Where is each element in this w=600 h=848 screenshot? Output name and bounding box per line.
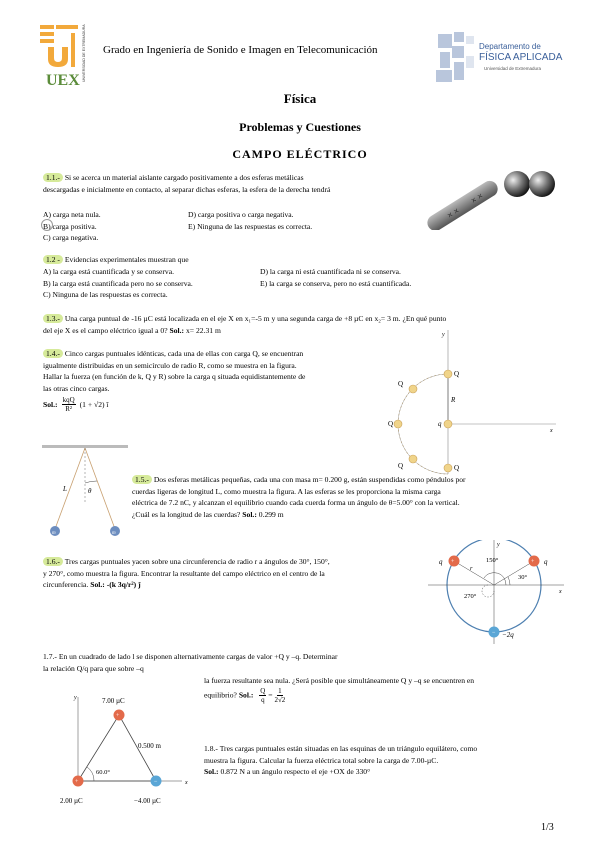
problem-number: 1.3.- bbox=[43, 314, 63, 323]
dept-line3: Universidad de Extremadura bbox=[484, 66, 542, 71]
options-1-2-right bbox=[260, 266, 411, 289]
sol-denominator: R² bbox=[65, 405, 72, 413]
degree-title: Grado en Ingeniería de Sonido e Imagen en Telecomunicación bbox=[103, 44, 378, 56]
problem-text: la relación Q/q para que sobre –q bbox=[43, 663, 144, 673]
sol-rhs-den: 2√2 bbox=[274, 695, 286, 704]
sol-label: Sol.: bbox=[90, 580, 105, 590]
fig16-q3: −2q bbox=[502, 631, 514, 639]
sol-numerator: kqQ bbox=[62, 396, 75, 404]
fig14-y: y bbox=[442, 332, 445, 338]
option-e: E) la carga se conserva, pero no está cuantificada. bbox=[260, 278, 412, 288]
svg-text:× ×: × × bbox=[445, 205, 461, 221]
fig16-r: r bbox=[470, 565, 473, 572]
fig16-q2: q bbox=[544, 558, 548, 566]
fig18-right: −4.00 µC bbox=[134, 797, 161, 805]
problem-number: 1.5.- bbox=[132, 475, 152, 484]
sol-frac-den: q bbox=[261, 695, 265, 704]
problem-text: descargadas e inicialmente en contacto, al separar dichas esferas, la esfera de la derecha tendrá bbox=[43, 184, 331, 194]
fig15-m1: m bbox=[52, 531, 56, 536]
option-d: D) la carga ni está cuantificada ni se conserva. bbox=[260, 267, 401, 276]
problem-1-8 bbox=[204, 743, 564, 778]
problem-text: equilibrio? bbox=[204, 689, 237, 699]
fig15-theta: θ bbox=[88, 487, 92, 495]
sol-label: Sol.: bbox=[204, 767, 219, 777]
dept-logo bbox=[436, 30, 566, 84]
svg-text:+: + bbox=[116, 713, 120, 719]
fig18-side: 0.500 m bbox=[138, 742, 161, 750]
problem-1-6 bbox=[43, 556, 417, 591]
sol-frac-num: Q bbox=[260, 686, 266, 695]
option-b: B) carga positiva. bbox=[43, 221, 97, 231]
fig14-q4: Q bbox=[398, 462, 404, 470]
option-c: C) carga negativa. bbox=[43, 233, 99, 243]
problem-text: igualmente distribuidas en un semicírculo de radio R, como se muestra en la figura. bbox=[43, 360, 297, 370]
fig18-x: x bbox=[185, 780, 188, 786]
fig14-q1: Q bbox=[454, 370, 460, 378]
svg-text:+: + bbox=[531, 559, 535, 565]
svg-text:−: − bbox=[492, 630, 496, 636]
fig16-y: y bbox=[497, 542, 500, 548]
figure-semicircle-charges bbox=[388, 328, 558, 476]
problem-text: ¿Cuál es la longitud de las cuerdas? bbox=[132, 509, 241, 519]
option-e: E) Ninguna de las respuestas es correcta. bbox=[188, 221, 313, 231]
uex-logo bbox=[40, 25, 82, 87]
fig18-y: y bbox=[74, 695, 77, 701]
sol-label: Sol.: bbox=[169, 325, 185, 335]
svg-text:+: + bbox=[75, 779, 79, 785]
sol-tail: (1 + √2) î bbox=[79, 400, 109, 409]
fig16-a270: 270° bbox=[464, 593, 477, 600]
problem-text: Hallar la fuerza (en función de k, Q y R) sobre la carga q situada equidistantemente de bbox=[43, 372, 306, 382]
sol-rhs-num: 1 bbox=[278, 686, 282, 695]
option-a: A) carga neta nula. bbox=[43, 210, 101, 219]
sol-label: Sol.: bbox=[43, 400, 58, 409]
option-d: D) carga positiva o carga negativa. bbox=[188, 210, 294, 219]
solution: 0.299 m bbox=[258, 509, 284, 519]
subtitle: Problemas y Cuestiones bbox=[239, 120, 361, 134]
problem-1-7 bbox=[43, 651, 413, 674]
svg-text:−: − bbox=[154, 779, 158, 785]
sol-label: Sol.: bbox=[242, 509, 257, 519]
problem-text: cuerdas ligeras de longitud L, como muestra la figura. A las esferas se les proporciona la misma carga bbox=[132, 486, 441, 496]
problem-number: 1.8.- bbox=[204, 744, 218, 753]
page-number: 1/3 bbox=[541, 822, 554, 833]
fig15-L: L bbox=[63, 485, 67, 493]
problem-text: Una carga puntual de -16 µC está localizada en el eje X en x₁=-5 m y una segunda carga de +8 µC en x₂= 3 m. ¿En qué punto bbox=[64, 314, 447, 323]
problem-number: 1.7.- bbox=[43, 652, 57, 661]
topic-title: CAMPO ELÉCTRICO bbox=[232, 147, 368, 161]
problem-text: eléctrica de 7.2 nC, y alcanzan el equilibrio cuando cada cuerda forma un ángulo de θ=5.00° con la vertical. bbox=[132, 498, 460, 508]
solution: -(k 3q/r²) ĵ bbox=[106, 580, 141, 590]
dept-line1: Departamento de bbox=[479, 42, 541, 51]
problem-text: del eje X es el campo eléctrico igual a 0? bbox=[43, 325, 168, 335]
uex-side-text: UNIVERSIDAD DE EXTREMADURA bbox=[82, 24, 86, 82]
problem-text: y 270°, como muestra la figura. Encontrar la resultante del campo eléctrico en el centro de la bbox=[43, 568, 325, 578]
problem-number: 1.4.- bbox=[43, 349, 63, 358]
problem-text: Tres cargas puntuales yacen sobre una circunferencia de radio r a ángulos de 30°, 150°, bbox=[64, 557, 330, 566]
problem-text: Tres cargas puntuales están situadas en las esquinas de un triángulo equilátero, como bbox=[219, 744, 478, 753]
options-1-2 bbox=[43, 266, 193, 301]
fig16-a150: 150° bbox=[486, 557, 499, 564]
problem-number: 1.6.- bbox=[43, 557, 63, 566]
problem-1-2 bbox=[43, 254, 189, 266]
problem-text: Evidencias experimentales muestran que bbox=[64, 255, 189, 264]
option-b: B) la carga está cuantificada pero no se conserva. bbox=[43, 278, 193, 288]
problem-number: 1.2 - bbox=[43, 255, 63, 264]
fig14-q3: Q bbox=[388, 420, 394, 428]
option-a: A) la carga está cuantificada y se conserva. bbox=[43, 267, 174, 276]
sol-eq: = bbox=[268, 689, 273, 699]
options-1-1-right bbox=[188, 209, 312, 232]
problem-1-7-cont bbox=[204, 675, 562, 704]
solution-1-4 bbox=[43, 396, 109, 413]
problem-text: circunferencia. bbox=[43, 580, 89, 590]
figure-charged-rod bbox=[422, 170, 572, 230]
fig18-left: 2.00 µC bbox=[60, 797, 83, 805]
problem-text: Dos esferas metálicas pequeñas, cada una con masa m= 0.200 g, están suspendidas como péndulos por bbox=[153, 475, 466, 484]
option-b-circle bbox=[41, 219, 53, 231]
fig18-top: 7.00 µC bbox=[102, 697, 125, 705]
problem-1-1 bbox=[43, 172, 411, 195]
svg-text:+: + bbox=[451, 559, 455, 565]
fig16-x: x bbox=[559, 589, 562, 595]
fig14-x: x bbox=[550, 428, 553, 434]
dept-line2: FÍSICA APLICADA bbox=[479, 52, 563, 63]
problem-text: En un cuadrado de lado l se disponen alternativamente cargas de valor +Q y –q. Determinar bbox=[58, 652, 338, 661]
subject-title: Física bbox=[283, 91, 317, 106]
fig16-a30: 30° bbox=[518, 574, 528, 581]
figure-triangle-charges bbox=[60, 693, 196, 809]
fig18-angle: 60.0° bbox=[96, 769, 110, 776]
problem-1-5 bbox=[132, 474, 560, 520]
option-c: C) Ninguna de las respuestas es correcta. bbox=[43, 290, 168, 300]
problem-text: muestra la figura. Calcular la fuerza eléctrica total sobre la carga de 7.00-µC. bbox=[204, 755, 439, 765]
svg-text:× ×: × × bbox=[468, 190, 485, 206]
fig14-q5: Q bbox=[454, 464, 460, 472]
figure-circle-charges bbox=[426, 540, 566, 648]
problem-text: las otras cinco cargas. bbox=[43, 383, 110, 393]
fig14-q2: Q bbox=[398, 380, 404, 388]
fig14-q-center: q bbox=[438, 420, 442, 428]
problem-text: Si se acerca un material aislante cargado positivamente a dos esferas metálicas bbox=[64, 173, 304, 182]
figure-pendulums bbox=[38, 443, 132, 543]
problem-text: la fuerza resultante sea nula. ¿Será posible que simultáneamente Q y –q se encuentren en bbox=[204, 676, 475, 685]
fig16-q1: q bbox=[439, 558, 443, 566]
fig15-m2: m bbox=[112, 531, 116, 536]
sol-label: Sol.: bbox=[238, 689, 254, 699]
solution: 0.872 N a un ángulo respecto el eje +OX de 330° bbox=[220, 767, 371, 777]
fig14-R: R bbox=[451, 396, 456, 404]
problem-number: 1.1.- bbox=[43, 173, 63, 182]
uex-logo-text: UEX bbox=[46, 72, 80, 87]
problem-text: Cinco cargas puntuales idénticas, cada una de ellas con carga Q, se encuentran bbox=[64, 349, 304, 358]
solution: x= 22.31 m bbox=[185, 325, 221, 335]
problem-1-4 bbox=[43, 348, 383, 394]
